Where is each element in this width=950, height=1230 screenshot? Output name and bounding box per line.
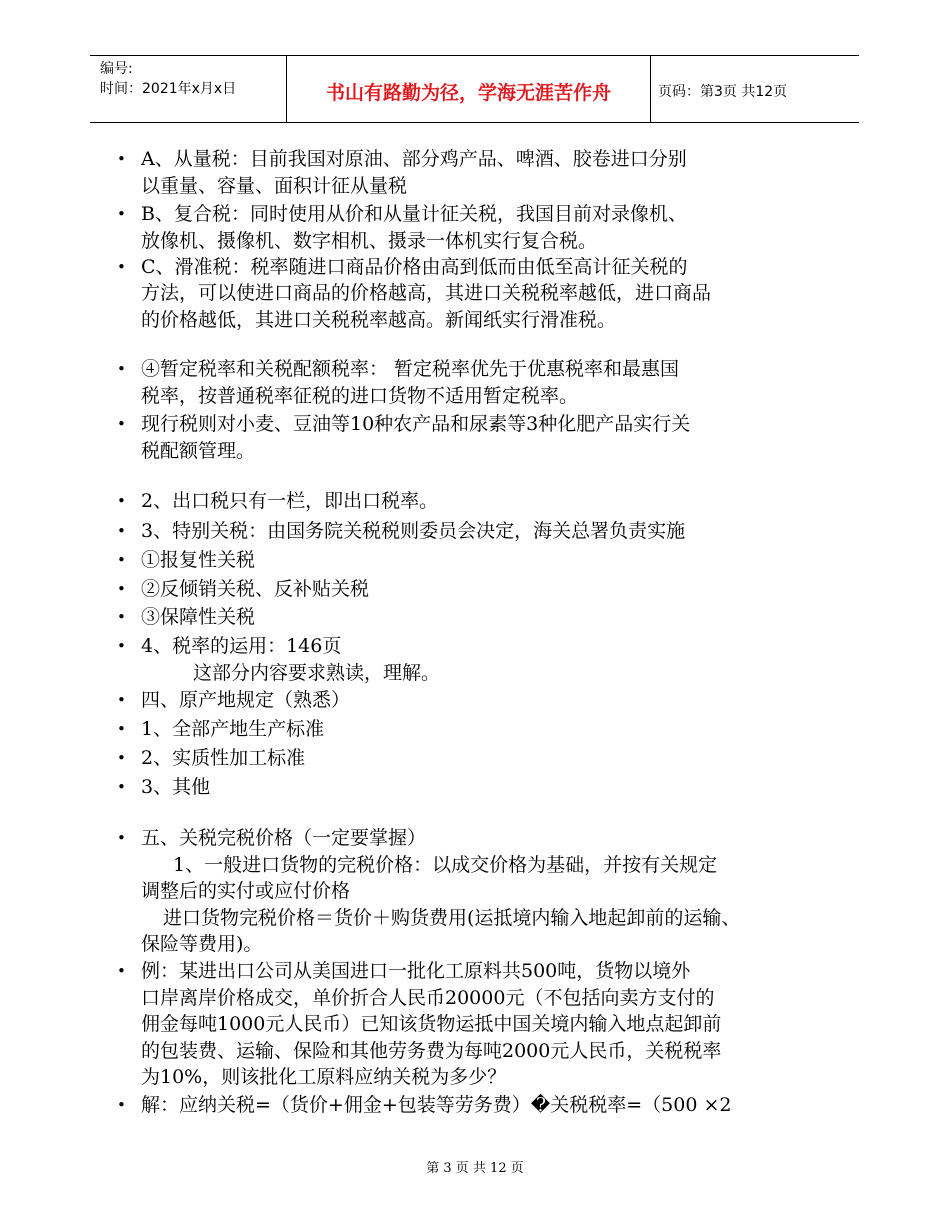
bullet-marker: •: [117, 492, 126, 510]
text-line: 这部分内容要求熟读，理解。: [193, 662, 441, 684]
text-line: 1、一般进口货物的完税价格：以成交价格为基础，并按有关规定: [173, 854, 718, 876]
text-line: 四、原产地规定（熟悉）: [141, 689, 351, 711]
bullet-marker: •: [117, 205, 126, 223]
text-line: 以重量、容量、面积计征从量税: [141, 175, 408, 197]
text-line: 佣金每吨1000元人民币）已知该货物运抵中国关境内输入地点起卸前: [141, 1013, 722, 1035]
text-line: ②反倾销关税、反补贴关税: [141, 578, 370, 600]
bullet-marker: •: [117, 1096, 126, 1114]
text-line: 调整后的实付或应付价格: [141, 880, 351, 902]
text-line: B、复合税：同时使用从价和从量计征关税，我国目前对录像机、: [141, 203, 687, 225]
bullet-marker: •: [117, 150, 126, 168]
bullet-marker: •: [117, 720, 126, 738]
text-line: ③保障性关税: [141, 606, 256, 628]
text-line: 放像机、摄像机、数字相机、摄录一体机实行复合税。: [141, 230, 598, 252]
bullet-marker: •: [117, 962, 126, 980]
text-line: 的包装费、运输、保险和其他劳务费为每吨2000元人民币，关税税率: [141, 1040, 722, 1062]
text-line: 2、出口税只有一栏，即出口税率。: [141, 490, 439, 512]
bullet-marker: •: [117, 258, 126, 276]
motto-text: 书山有路勤为径，学海无涯苦作舟: [325, 82, 611, 104]
time-label: 时间：2021年x月x日: [100, 81, 237, 97]
text-line: 3、特别关税：由国务院关税税则委员会决定，海关总署负责实施: [141, 520, 686, 542]
page-header: [90, 55, 859, 123]
bullet-marker: •: [117, 829, 126, 847]
text-line: 保险等费用)。: [141, 933, 263, 955]
text-line: 现行税则对小麦、豆油等10种农产品和尿素等3种化肥产品实行关: [141, 413, 691, 435]
text-line: 例：某进出口公司从美国进口一批化工原料共500吨，货物以境外: [141, 960, 691, 982]
number-label: 编号:: [100, 61, 133, 77]
text-line: 3、其他: [141, 776, 211, 798]
text-line: 税配额管理。: [141, 440, 256, 462]
header-right-cell: [650, 56, 859, 122]
text-line: 为10%，则该批化工原料应纳关税为多少？: [141, 1066, 507, 1088]
bullet-marker: •: [117, 580, 126, 598]
bullet-marker: •: [117, 415, 126, 433]
bullet-marker: •: [117, 691, 126, 709]
text-line: 解：应纳关税=（货价+佣金+包装等劳务费）�关税税率=（500 ×2: [141, 1094, 732, 1116]
bullet-marker: •: [117, 608, 126, 626]
bullet-marker: •: [117, 360, 126, 378]
bullet-marker: •: [117, 522, 126, 540]
text-line: 2、实质性加工标准: [141, 747, 306, 769]
bullet-marker: •: [117, 749, 126, 767]
bullet-marker: •: [117, 551, 126, 569]
text-line: 进口货物完税价格＝货价＋购货费用(运抵境内输入地起卸前的运输、: [163, 907, 741, 929]
text-line: 税率，按普通税率征税的进口货物不适用暂定税率。: [141, 385, 579, 407]
page-info: 页码：第3页 共12页: [658, 84, 788, 100]
text-line: 4、税率的运用：146页: [141, 635, 342, 657]
text-line: 方法，可以使进口商品的价格越高，其进口关税税率越低，进口商品: [141, 282, 712, 304]
header-motto-cell: [286, 56, 651, 122]
bullet-marker: •: [117, 778, 126, 796]
text-line: ④暂定税率和关税配额税率： 暂定税率优先于优惠税率和最惠国: [141, 358, 680, 380]
text-line: 五、关税完税价格（一定要掌握）: [141, 827, 427, 849]
page-footer: 第 3 页 共 12 页: [426, 1161, 524, 1176]
bullet-marker: •: [117, 637, 126, 655]
header-left-cell: [90, 56, 286, 122]
text-line: A、从量税：目前我国对原油、部分鸡产品、啤酒、胶卷进口分别: [141, 148, 687, 170]
text-line: 1、全部产地生产标准: [141, 718, 325, 740]
text-line: 的价格越低，其进口关税税率越高。新闻纸实行滑准税。: [141, 309, 617, 331]
text-line: 口岸离岸价格成交，单价折合人民币20000元（不包括向卖方支付的: [141, 987, 715, 1009]
text-line: C、滑准税：税率随进口商品价格由高到低而由低至高计征关税的: [141, 256, 688, 278]
text-line: ①报复性关税: [141, 549, 256, 571]
